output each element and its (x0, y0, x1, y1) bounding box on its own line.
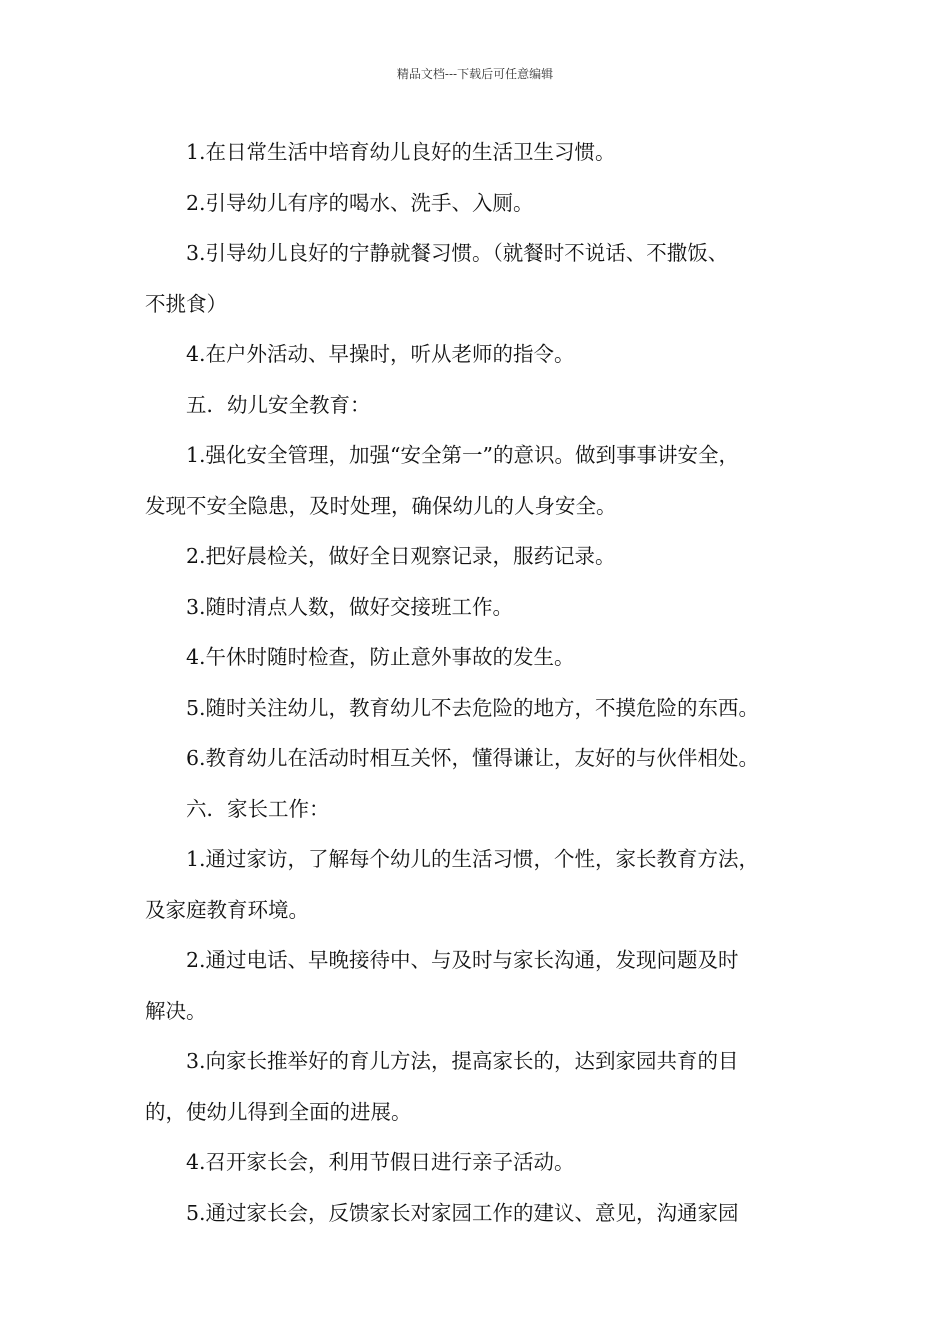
text-line: 4.午休时随时检查，防止意外事故的发生。 (186, 645, 575, 669)
text-line: 的，使幼儿得到全面的进展。 (145, 1099, 412, 1124)
paragraph-6 (145, 430, 815, 531)
page-header: 精品文档---下载后可任意编辑 (396, 67, 554, 81)
section-heading-safety (145, 380, 815, 431)
paragraph-15 (145, 1036, 815, 1137)
paragraph-10 (145, 683, 815, 734)
text-line: 及家庭教育环境。 (145, 897, 309, 922)
text-line: 2.把好晨检关，做好全日观察记录，服药记录。 (186, 544, 616, 568)
paragraph-8 (145, 582, 815, 633)
text-line: 不挑食） (145, 291, 227, 316)
text-line: 5.随时关注幼儿，教育幼儿不去危险的地方，不摸危险的东西。 (186, 695, 760, 720)
paragraph-17 (145, 1188, 815, 1239)
text-line: 五．幼儿安全教育： (186, 392, 371, 417)
paragraph-14 (145, 935, 815, 1036)
text-line: 3.引导幼儿良好的宁静就餐习惯。（就餐时不说话、不撒饭、 (186, 241, 729, 265)
text-line: 3.向家长推举好的育儿方法，提高家长的，达到家园共育的目 (186, 1049, 739, 1073)
paragraph-3 (145, 228, 815, 329)
text-line: 2.引导幼儿有序的喝水、洗手、入厕。 (186, 190, 534, 215)
text-line: 1.强化安全管理，加强“安全第一”的意识。做到事事讲安全， (186, 443, 740, 467)
text-line: 发现不安全隐患，及时处理，确保幼儿的人身安全。 (145, 493, 617, 518)
text-line: 2.通过电话、早晚接待中、与及时与家长沟通，发现问题及时 (186, 948, 739, 972)
section-heading-parents (145, 784, 815, 835)
text-line: 解决。 (145, 998, 207, 1023)
text-line: 5.通过家长会，反馈家长对家园工作的建议、意见，沟通家园 (186, 1200, 739, 1225)
paragraph-11 (145, 733, 815, 784)
text-line: 4.召开家长会，利用节假日进行亲子活动。 (186, 1150, 575, 1174)
paragraph-1 (145, 127, 815, 178)
text-line: 4.在户外活动、早操时，听从老师的指令。 (186, 342, 575, 366)
paragraph-7 (145, 531, 815, 582)
paragraph-9 (145, 632, 815, 683)
document-body (145, 127, 815, 1238)
text-line: 6.教育幼儿在活动时相互关怀，懂得谦让，友好的与伙伴相处。 (186, 746, 760, 770)
text-line: 1.在日常生活中培育幼儿良好的生活卫生习惯。 (186, 140, 616, 164)
paragraph-2 (145, 178, 815, 229)
paragraph-16 (145, 1137, 815, 1188)
paragraph-4 (145, 329, 815, 380)
text-line: 3.随时清点人数，做好交接班工作。 (186, 594, 514, 619)
paragraph-13 (145, 834, 815, 935)
text-line: 1.通过家访，了解每个幼儿的生活习惯，个性，家长教育方法， (186, 847, 760, 871)
text-line: 六．家长工作： (186, 796, 330, 821)
